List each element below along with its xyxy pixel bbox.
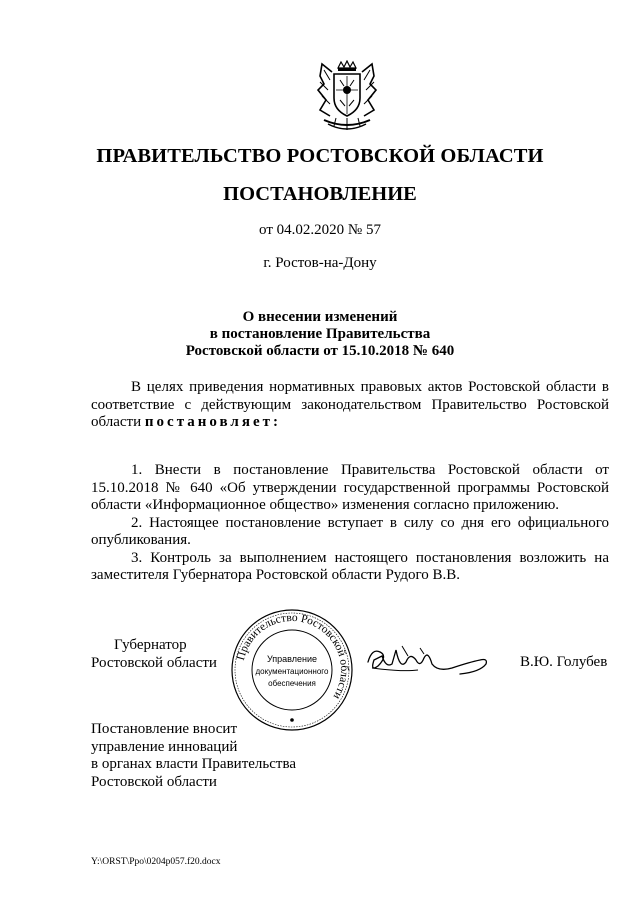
document-subject bbox=[0, 309, 640, 360]
preamble-paragraph bbox=[91, 379, 609, 432]
subject-line: в постановление Правительства bbox=[209, 326, 431, 342]
subject-line: О внесении изменений bbox=[242, 309, 398, 325]
submitted-by-note bbox=[91, 721, 296, 791]
subject-line: Ростовской области от 15.10.2018 № 640 bbox=[185, 343, 455, 359]
resolution-items bbox=[91, 462, 609, 585]
organization-title: ПРАВИТЕЛЬСТВО РОСТОВСКОЙ ОБЛАСТИ bbox=[96, 145, 544, 167]
coat-of-arms-emblem bbox=[314, 60, 380, 136]
seal-inner-line: обеспечения bbox=[268, 679, 316, 688]
note-line: в органах власти Правительства bbox=[91, 756, 296, 772]
file-path: Y:\ORST\Ppo\0204p057.f20.docx bbox=[91, 857, 221, 867]
signatory-title-line: Ростовской области bbox=[91, 655, 217, 671]
signatory-title bbox=[91, 636, 217, 672]
note-line: управление инноваций bbox=[91, 738, 238, 755]
handwritten-signature bbox=[362, 638, 492, 682]
resolution-item: 3. Контроль за выполнением настоящего постановления возложить на заместителя Губернатора Ростовской области Рудого В.В. bbox=[91, 549, 609, 583]
document-city: г. Ростов-на-Дону bbox=[263, 255, 377, 271]
seal-inner-line: документационного bbox=[255, 667, 329, 676]
seal-outer-text: Правительство Ростовской области bbox=[235, 611, 351, 702]
preamble-text: В целях приведения нормативных правовых актов Ростовской области в соответствие с действующим законодательством Правительство Ростовской области bbox=[91, 379, 609, 430]
signatory-title-line: Губернатор bbox=[114, 637, 187, 653]
note-line: Постановление вносит bbox=[91, 721, 238, 737]
seal-inner-line: Управление bbox=[266, 654, 318, 664]
official-seal bbox=[230, 608, 354, 732]
resolves-word: постановляет: bbox=[144, 414, 281, 430]
note-line: Ростовской области bbox=[91, 773, 217, 790]
signatory-name: В.Ю. Голубев bbox=[520, 654, 608, 670]
document-type: ПОСТАНОВЛЕНИЕ bbox=[223, 183, 417, 205]
resolution-item: 1. Внести в постановление Правительства Ростовской области от 15.10.2018 № 640 «Об утверждении государственной программы Ростовской области «Информационное общество» изменения согласно приложению. bbox=[91, 462, 609, 513]
document-date-number: от 04.02.2020 № 57 bbox=[259, 222, 381, 238]
resolution-item: 2. Настоящее постановление вступает в силу со дня его официального опубликования. bbox=[91, 514, 609, 548]
